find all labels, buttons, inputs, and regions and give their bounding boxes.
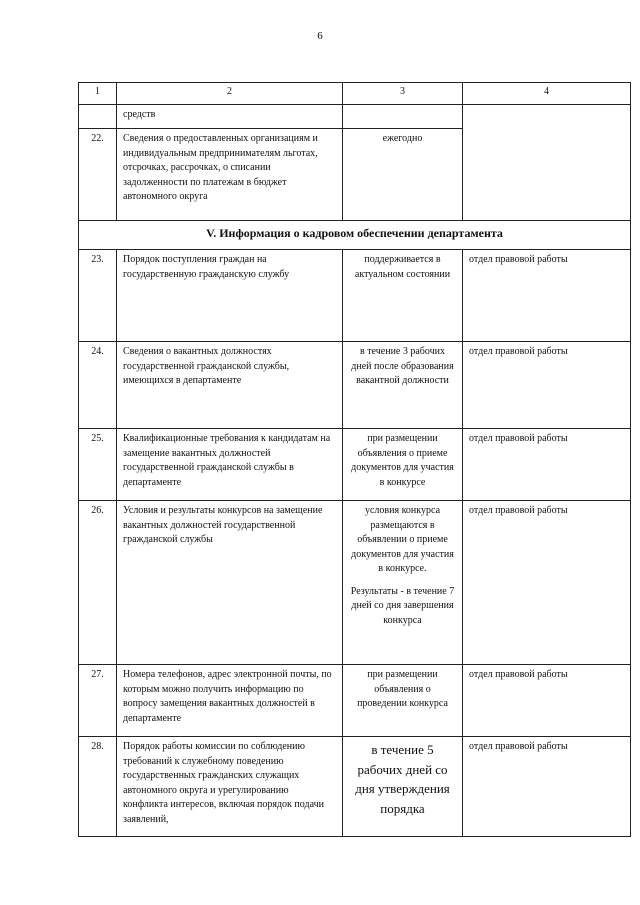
column-number: 4: [463, 83, 631, 105]
row-responsible: отдел правовой работы: [463, 250, 631, 342]
row-description: Сведения о предоставленных организациям и индивидуальным предпринимателям льготах, отсрочках, рассрочках, о списании задолженности по платежам в бюджет автономного округа: [117, 129, 343, 221]
row-number: 27.: [79, 665, 117, 737]
row-period: в течение 3 рабочих дней после образования вакантной должности: [343, 342, 463, 429]
row-period: ежегодно: [343, 129, 463, 221]
column-number: 2: [117, 83, 343, 105]
row-responsible: отдел правовой работы: [463, 501, 631, 665]
row-responsible: отдел правовой работы: [463, 737, 631, 837]
row-responsible: [463, 105, 631, 221]
row-period: поддерживается в актуальном состоянии: [343, 250, 463, 342]
table-row: [79, 501, 631, 665]
row-period: [343, 501, 463, 665]
row-description: Порядок работы комиссии по соблюдению требований к служебному поведению государственных гражданских служащих автономного округа и урегулированию конфликта интересов, включая порядок подачи заявлений,: [117, 737, 343, 837]
section-row: [79, 221, 631, 250]
table-row: [79, 737, 631, 837]
row-number: 26.: [79, 501, 117, 665]
row-responsible: отдел правовой работы: [463, 342, 631, 429]
table-row: [79, 429, 631, 501]
row-description: Номера телефонов, адрес электронной почты, по которым можно получить информацию по вопросу замещения вакантных должностей в департаменте: [117, 665, 343, 737]
row-description: Условия и результаты конкурсов на замещение вакантных должностей государственной гражданской службы: [117, 501, 343, 665]
row-responsible: отдел правовой работы: [463, 665, 631, 737]
row-number: 23.: [79, 250, 117, 342]
row-number: 28.: [79, 737, 117, 837]
row-period-conditions: условия конкурса размещаются в объявлении о приеме документов для участия в конкурсе.: [351, 505, 454, 574]
row-description: Квалификационные требования к кандидатам на замещение вакантных должностей государственной гражданской службы в департаменте: [117, 429, 343, 501]
row-period: [343, 105, 463, 129]
table-row: [79, 665, 631, 737]
row-number: [79, 105, 117, 129]
row-number: 25.: [79, 429, 117, 501]
row-period-results: Результаты - в течение 7 дней со дня завершения конкурса: [350, 585, 455, 626]
row-description: средств: [117, 105, 343, 129]
row-period: в течение 5 рабочих дней со дня утверждения порядка: [343, 737, 463, 837]
row-period: при размещении объявления о проведении конкурса: [343, 665, 463, 737]
row-responsible: отдел правовой работы: [463, 429, 631, 501]
table-row: [79, 250, 631, 342]
column-number: 1: [79, 83, 117, 105]
column-number-row: [79, 83, 631, 105]
row-description: Сведения о вакантных должностях государственной гражданской службы, имеющихся в департаменте: [117, 342, 343, 429]
row-period: при размещении объявления о приеме документов для участия в конкурсе: [343, 429, 463, 501]
information-table: [78, 82, 631, 837]
table-row: [79, 105, 631, 129]
section-title: V. Информация о кадровом обеспечении департамента: [79, 221, 631, 250]
column-number: 3: [343, 83, 463, 105]
row-number: 24.: [79, 342, 117, 429]
row-number: 22.: [79, 129, 117, 221]
table-row: [79, 342, 631, 429]
row-description: Порядок поступления граждан на государственную гражданскую службу: [117, 250, 343, 342]
page-number: 6: [317, 30, 323, 42]
